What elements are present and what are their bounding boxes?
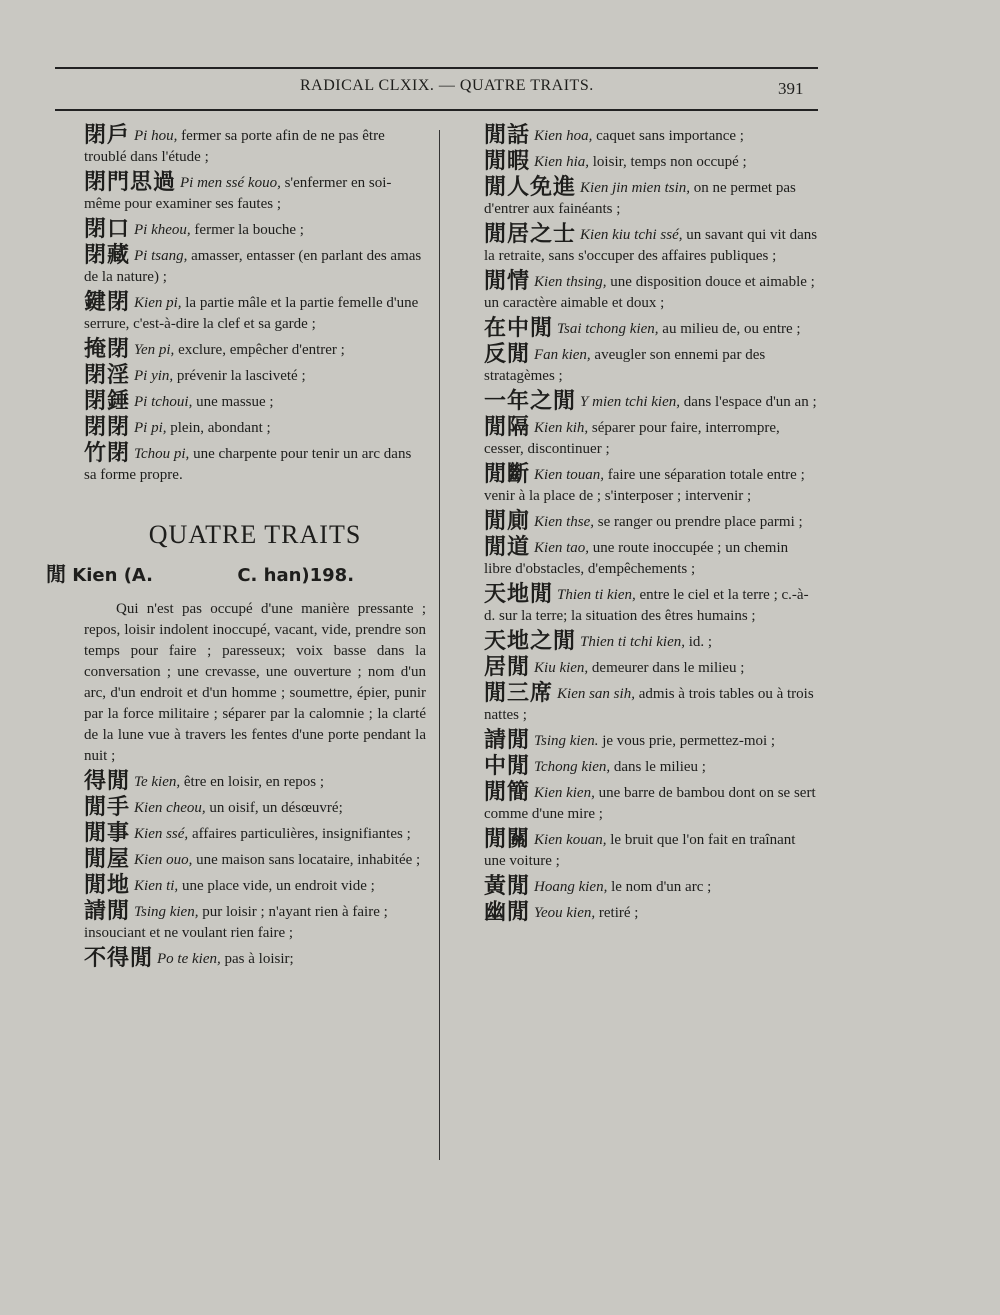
entry-hanzi: 黃閒 [484, 874, 531, 899]
dictionary-entry [484, 584, 818, 627]
entry-hanzi: 請閒 [84, 899, 131, 924]
entry-hanzi: 閒情 [484, 269, 531, 294]
dictionary-entry [84, 219, 426, 241]
entry-hanzi: 閒話 [484, 123, 531, 148]
entry-hanzi: 閒地 [84, 873, 131, 898]
right-column [484, 125, 818, 928]
entry-romanization: Thien ti tchi kien, [580, 634, 685, 650]
head-hanzi: 閒 [46, 562, 66, 586]
dictionary-entry [484, 318, 818, 340]
dictionary-entry [84, 365, 426, 387]
dictionary-entry [484, 756, 818, 778]
entry-romanization: Kien san sih, [557, 686, 635, 702]
entry-definition: pas à loisir; [220, 951, 294, 967]
entry-hanzi: 請閒 [484, 728, 531, 753]
entry-romanization: Kien hia, [534, 154, 590, 170]
entry-hanzi: 中閒 [484, 754, 531, 779]
entry-definition: aveugler son ennemi par des stratagèmes ; [484, 347, 766, 384]
entry-hanzi: 閒道 [484, 535, 531, 560]
entry-hanzi: 閒事 [84, 821, 131, 846]
entry-romanization: Hoang kien, [534, 879, 608, 895]
head-label: Kien (A. [72, 565, 154, 586]
entry-romanization: Tsai tchong kien, [557, 321, 659, 337]
dictionary-entry [484, 224, 818, 267]
entry-hanzi: 閉閉 [84, 415, 131, 440]
entry-hanzi: 閉藏 [84, 243, 131, 268]
entry-hanzi: 幽閒 [484, 900, 531, 925]
running-header: RADICAL CLXIX. — QUATRE TRAITS. [300, 77, 594, 94]
entry-hanzi: 閉門思過 [84, 170, 177, 195]
entry-hanzi: 閒隔 [484, 415, 531, 440]
entry-definition: une place vide, un endroit vide ; [178, 878, 375, 894]
dictionary-entry [484, 417, 818, 460]
entry-romanization: Tchong kien, [534, 759, 611, 775]
dictionary-entry [484, 730, 818, 752]
entry-romanization: Kien pi, [134, 295, 182, 311]
column-divider [439, 130, 440, 1160]
dictionary-entry [484, 511, 818, 533]
entry-romanization: Pi tsang, [134, 248, 188, 264]
entry-definition: demeurer dans le milieu ; [588, 660, 745, 676]
entry-definition: le nom d'un arc ; [607, 879, 712, 895]
entry-romanization: Pi tchoui, [134, 394, 193, 410]
dictionary-entry [484, 782, 818, 825]
entry-definition: se ranger ou prendre place parmi ; [594, 514, 803, 530]
entry-definition: fermer sa porte afin de ne pas être troublé dans l'étude ; [84, 128, 385, 165]
entry-definition: le bruit que l'on fait en traînant une voiture ; [484, 832, 796, 869]
entry-romanization: Pi men ssé kouo, [180, 175, 281, 191]
dictionary-entry [84, 172, 426, 215]
entry-definition: un savant qui vit dans la retraite, sans s'occuper des affaires publiques ; [484, 227, 818, 264]
entry-definition: admis à trois tables ou à trois nattes ; [484, 686, 814, 723]
entry-romanization: Pi hou, [134, 128, 178, 144]
dictionary-entry [84, 391, 426, 413]
entry-hanzi: 竹閉 [84, 441, 131, 466]
entry-hanzi: 閒人免進 [484, 175, 577, 200]
entry-definition: plein, abondant ; [166, 420, 271, 436]
dictionary-entry [84, 125, 426, 168]
dictionary-entry [484, 631, 818, 653]
entry-romanization: Kien kouan, [534, 832, 607, 848]
entry-romanization: Kien jin mien tsin, [580, 180, 691, 196]
dictionary-entry [84, 443, 426, 486]
entry-romanization: Kien ti, [134, 878, 179, 894]
entry-definition: une maison sans locataire, inhabitée ; [192, 852, 421, 868]
entry-hanzi: 閒廁 [484, 509, 531, 534]
entry-romanization: Kien cheou, [134, 800, 206, 816]
dictionary-entry [484, 344, 818, 387]
entry-hanzi: 閉錘 [84, 389, 131, 414]
entry-hanzi: 閒簡 [484, 780, 531, 805]
dictionary-entry [84, 417, 426, 439]
entry-definition: exclure, empêcher d'entrer ; [174, 342, 345, 358]
dictionary-entry [484, 271, 818, 314]
entry-definition: id. ; [685, 634, 713, 650]
entry-romanization: Thien ti kien, [557, 587, 636, 603]
entry-hanzi: 在中閒 [484, 316, 554, 341]
entry-hanzi: 閒三席 [484, 681, 554, 706]
entry-romanization: Y mien tchi kien, [580, 394, 680, 410]
left-entry-list [84, 125, 426, 486]
entry-definition: une massue ; [192, 394, 274, 410]
dictionary-entry [84, 875, 426, 897]
entry-hanzi: 居閒 [484, 655, 531, 680]
entry-definition: une charpente pour tenir un arc dans sa forme propre. [84, 446, 412, 483]
entry-hanzi: 閒居之士 [484, 222, 577, 247]
entry-romanization: Kien kien, [534, 785, 595, 801]
dictionary-entry [84, 823, 426, 845]
entry-hanzi: 閒暇 [484, 149, 531, 174]
entry-hanzi: 天地之閒 [484, 629, 577, 654]
dictionary-entry [484, 876, 818, 898]
entry-hanzi: 鍵閉 [84, 290, 131, 315]
entry-definition: une disposition douce et aimable ; un caractère aimable et doux ; [484, 274, 815, 311]
entry-romanization: Pi yin, [134, 368, 174, 384]
dictionary-entry [84, 797, 426, 819]
entry-definition: au milieu de, ou entre ; [658, 321, 801, 337]
entry-romanization: Yeou kien, [534, 905, 596, 921]
entry-romanization: Kien touan, [534, 467, 605, 483]
entry-romanization: Tchou pi, [134, 446, 190, 462]
entry-hanzi: 閒手 [84, 795, 131, 820]
entry-hanzi: 閒斷 [484, 462, 531, 487]
dictionary-entry [484, 683, 818, 726]
entry-romanization: Kien ouo, [134, 852, 193, 868]
entry-definition: on ne permet pas d'entrer aux fainéants ; [484, 180, 796, 217]
section-title: QUATRE TRAITS [148, 520, 362, 549]
dictionary-entry [84, 339, 426, 361]
entry-hanzi: 閉淫 [84, 363, 131, 388]
head-ref: C. han)198. [237, 565, 355, 586]
entry-definition: un oisif, un désœuvré; [205, 800, 343, 816]
entry-definition: loisir, temps non occupé ; [589, 154, 747, 170]
entry-romanization: Kien ssé, [134, 826, 189, 842]
left-entry-list-2 [84, 771, 426, 970]
entry-hanzi: 天地閒 [484, 582, 554, 607]
entry-hanzi: 閉戶 [84, 123, 131, 148]
dictionary-entry [84, 901, 426, 944]
entry-romanization: Yen pi, [134, 342, 175, 358]
header-rule-bottom [55, 109, 818, 111]
entry-definition: faire une séparation totale entre ; venir à la place de ; s'interposer ; intervenir ; [484, 467, 805, 504]
dictionary-entry [484, 151, 818, 173]
entry-romanization: Kien hoa, [534, 128, 593, 144]
right-entry-list [484, 125, 818, 924]
entry-romanization: Te kien, [134, 774, 181, 790]
entry-definition: une route inoccupée ; un chemin libre d'obstacles, d'empêchements ; [484, 540, 789, 577]
dictionary-entry [484, 657, 818, 679]
entry-definition: la partie mâle et la partie femelle d'une serrure, c'est-à-dire la clef et sa garde ; [84, 295, 419, 332]
dictionary-entry [484, 829, 818, 872]
entry-definition: je vous prie, permettez-moi ; [598, 733, 776, 749]
entry-definition: affaires particulières, insignifiantes ; [188, 826, 411, 842]
dictionary-entry [484, 177, 818, 220]
entry-romanization: Kiu kien, [534, 660, 589, 676]
entry-romanization: Kien thse, [534, 514, 595, 530]
dictionary-entry [84, 849, 426, 871]
entry-romanization: Kien kiu tchi ssé, [580, 227, 683, 243]
dictionary-entry [484, 537, 818, 580]
entry-hanzi: 掩閉 [84, 337, 131, 362]
dictionary-entry [484, 125, 818, 147]
entry-romanization: Pi kheou, [134, 222, 191, 238]
entry-definition: fermer la bouche ; [190, 222, 304, 238]
entry-romanization: Pi pi, [134, 420, 167, 436]
entry-romanization: Kien kih, [534, 420, 589, 436]
entry-hanzi: 閒關 [484, 827, 531, 852]
entry-romanization: Tsing kien, [134, 904, 199, 920]
dictionary-entry [84, 771, 426, 793]
dictionary-entry [84, 948, 426, 970]
entry-definition: retiré ; [595, 905, 639, 921]
dictionary-entry [484, 391, 818, 413]
entry-definition: amasser, entasser (en parlant des amas de la nature) ; [84, 248, 422, 285]
dictionary-entry [484, 464, 818, 507]
entry-romanization: Po te kien, [157, 951, 221, 967]
entry-hanzi: 閒屋 [84, 847, 131, 872]
head-definition: Qui n'est pas occupé d'une manière pressante ; repos, loisir indolent inoccupé, vacant, vide, prendre son temps pour faire ; paresseux; voix basse dans la conversation ; une crevasse, une ouverture ; nom d'un arc, d'un endroit et d'un homme ; soumettre, épier, punir par la force militaire ; séparer par la calomnie ; la clarté de la lune vue à travers les fentes d'une porte pendant la nuit ; [84, 601, 426, 764]
entry-definition: dans le milieu ; [610, 759, 706, 775]
entry-hanzi: 反閒 [484, 342, 531, 367]
header-rule-top [55, 67, 818, 69]
page-number: 391 [778, 79, 804, 98]
entry-romanization: Tsing kien. [534, 733, 599, 749]
entry-definition: s'enfermer en soi-même pour examiner ses fautes ; [84, 175, 392, 212]
left-column [46, 123, 426, 974]
entry-hanzi: 閉口 [84, 217, 131, 242]
entry-definition: pur loisir ; n'ayant rien à faire ; insouciant et ne voulant rien faire ; [84, 904, 388, 941]
entry-hanzi: 一年之閒 [484, 389, 577, 414]
entry-romanization: Kien tao, [534, 540, 590, 556]
entry-definition: dans l'espace d'un an ; [680, 394, 817, 410]
entry-definition: prévenir la lasciveté ; [173, 368, 306, 384]
dictionary-entry [84, 292, 426, 335]
entry-definition: séparer pour faire, interrompre, cesser, discontinuer ; [484, 420, 780, 457]
head-entry [46, 558, 426, 587]
dictionary-entry [84, 245, 426, 288]
dictionary-entry [484, 902, 818, 924]
entry-definition: une barre de bambou dont on se sert comme d'une mire ; [484, 785, 816, 822]
entry-definition: entre le ciel et la terre ; c.-à-d. sur la terre; la situation des êtres humains ; [484, 587, 809, 624]
entry-hanzi: 不得閒 [84, 946, 154, 971]
entry-definition: caquet sans importance ; [592, 128, 744, 144]
entry-romanization: Fan kien, [534, 347, 591, 363]
entry-hanzi: 得閒 [84, 769, 131, 794]
entry-romanization: Kien thsing, [534, 274, 607, 290]
entry-definition: être en loisir, en repos ; [180, 774, 325, 790]
